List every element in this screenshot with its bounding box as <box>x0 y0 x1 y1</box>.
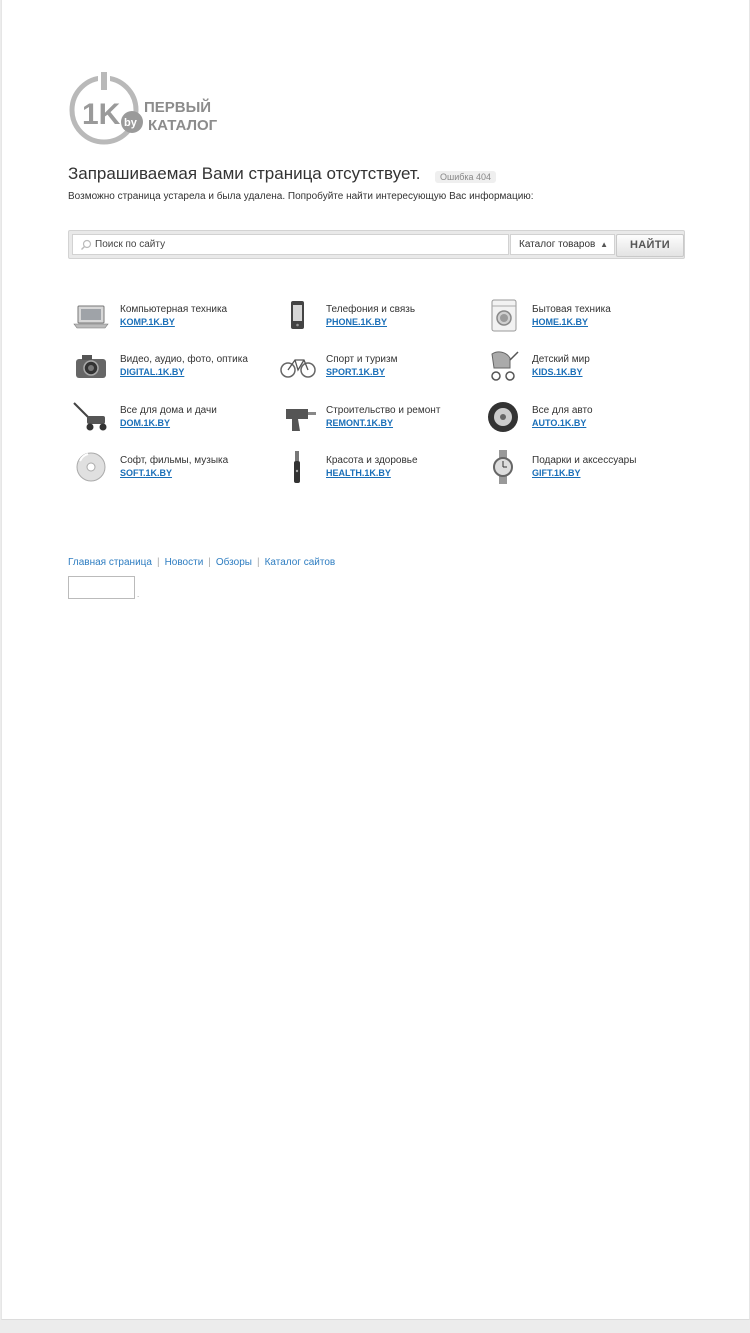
category-name: Видео, аудио, фото, оптика <box>120 354 248 365</box>
search-input[interactable] <box>72 234 509 255</box>
footer-link-sites-catalog[interactable]: Каталог сайтов <box>264 557 336 568</box>
chevron-up-icon: ▲ <box>600 240 608 249</box>
category-link[interactable]: HOME.1K.BY <box>532 317 589 327</box>
category-name: Все для дома и дачи <box>120 405 217 416</box>
logo-suffix: by <box>124 117 137 129</box>
category-name: Компьютерная техника <box>120 304 228 315</box>
category-name: Телефония и связь <box>326 304 416 315</box>
category-item-remont[interactable] <box>277 399 477 439</box>
catalog-select-label: Каталог товаров <box>519 239 596 250</box>
category-item-digital[interactable] <box>71 348 271 388</box>
category-item-kids[interactable] <box>483 348 683 388</box>
camera-icon[interactable] <box>71 348 111 384</box>
category-link[interactable]: AUTO.1K.BY <box>532 418 587 428</box>
category-name: Подарки и аксессуары <box>532 455 637 466</box>
category-item-phone[interactable] <box>277 298 477 338</box>
category-link[interactable]: DOM.1K.BY <box>120 418 171 428</box>
counter-image[interactable] <box>68 576 135 599</box>
logo-line2: КАТАЛОГ <box>148 117 218 134</box>
category-link[interactable]: DIGITAL.1K.BY <box>120 367 185 377</box>
category-item-health[interactable] <box>277 449 477 489</box>
site-logo[interactable] <box>68 72 228 152</box>
category-link[interactable]: GIFT.1K.BY <box>532 468 581 478</box>
category-name: Софт, фильмы, музыка <box>120 455 229 466</box>
drill-icon[interactable] <box>277 399 317 435</box>
stroller-icon[interactable] <box>483 348 523 384</box>
phone-icon[interactable] <box>277 298 317 334</box>
category-item-gift[interactable] <box>483 449 683 489</box>
watch-icon[interactable] <box>483 449 523 485</box>
footer-nav <box>68 557 335 568</box>
footer-separator: | <box>256 557 260 568</box>
search-placeholder: Поиск по сайту <box>95 239 166 250</box>
category-link[interactable]: SOFT.1K.BY <box>120 468 173 478</box>
footer-link-news[interactable]: Новости <box>164 557 204 568</box>
category-item-soft[interactable] <box>71 449 271 489</box>
search-bar <box>68 230 685 259</box>
laptop-icon[interactable] <box>71 298 111 334</box>
category-item-dom[interactable] <box>71 399 271 439</box>
category-name: Детский мир <box>532 354 590 365</box>
logo-line1: ПЕРВЫЙ <box>144 99 212 116</box>
footer-link-reviews[interactable]: Обзоры <box>215 557 252 568</box>
footer-separator: | <box>156 557 160 568</box>
category-name: Все для авто <box>532 405 593 416</box>
error-title: Запрашиваемая Вами страница отсутствует. <box>68 164 421 183</box>
category-link[interactable]: PHONE.1K.BY <box>326 317 388 327</box>
category-name: Спорт и туризм <box>326 354 398 365</box>
category-item-sport[interactable] <box>277 348 477 388</box>
toothbrush-icon[interactable] <box>277 449 317 485</box>
tire-icon[interactable] <box>483 399 523 435</box>
page <box>1 0 750 1320</box>
catalog-select[interactable] <box>510 234 615 255</box>
counter-dot: . <box>137 590 140 599</box>
logo-mark: 1K <box>82 98 121 131</box>
search-icon <box>80 239 92 251</box>
error-badge: Ошибка 404 <box>435 171 496 183</box>
category-link[interactable]: KOMP.1K.BY <box>120 317 175 327</box>
lawnmower-icon[interactable] <box>71 399 111 435</box>
disc-icon[interactable] <box>71 449 111 485</box>
category-item-auto[interactable] <box>483 399 683 439</box>
bicycle-icon[interactable] <box>277 348 317 384</box>
category-link[interactable]: REMONT.1K.BY <box>326 418 394 428</box>
footer-separator: | <box>208 557 211 568</box>
category-link[interactable]: SPORT.1K.BY <box>326 367 386 377</box>
category-link[interactable]: HEALTH.1K.BY <box>326 468 391 478</box>
category-item-home[interactable] <box>483 298 683 338</box>
category-name: Красота и здоровье <box>326 455 418 466</box>
error-subtitle: Возможно страница устарела и была удалена. Попробуйте найти интересующую Вас информацию: <box>68 191 534 202</box>
search-button[interactable]: НАЙТИ <box>616 234 684 257</box>
footer-link-home[interactable]: Главная страница <box>68 557 152 568</box>
category-link[interactable]: KIDS.1K.BY <box>532 367 583 377</box>
category-name: Бытовая техника <box>532 304 611 315</box>
category-item-komp[interactable] <box>71 298 271 338</box>
category-name: Строительство и ремонт <box>326 405 441 416</box>
washing-machine-icon[interactable] <box>483 298 523 334</box>
